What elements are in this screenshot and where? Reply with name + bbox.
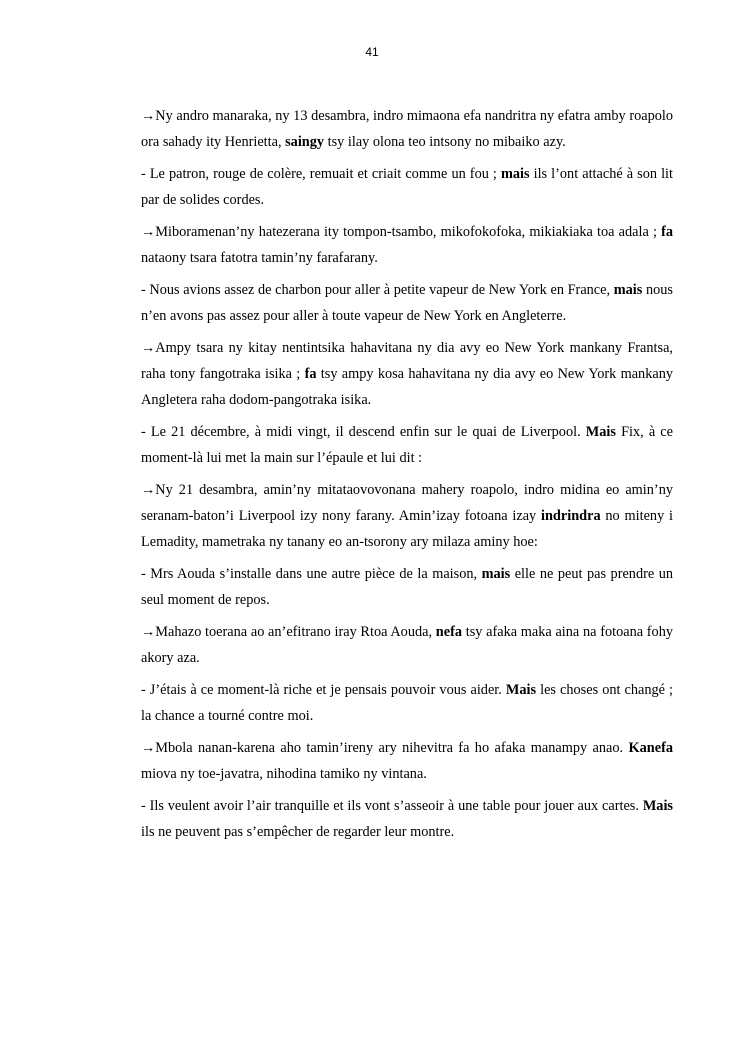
connector-word: saingy <box>285 134 325 150</box>
paragraph-text: tsy ampy kosa hahavitana ny dia avy eo New York mankany Angletera raha dodom-pangotraka isika. <box>141 366 673 408</box>
paragraph-1 <box>141 103 673 155</box>
paragraph-5 <box>141 335 673 413</box>
paragraph-text: miova ny toe-javatra, nihodina tamiko ny vintana. <box>141 766 427 782</box>
paragraph-10 <box>141 677 673 729</box>
paragraph-text: elle ne peut pas prendre un seul moment de repos. <box>141 566 674 608</box>
paragraph-text: - J’étais à ce moment-là riche et je pensais pouvoir vous aider. <box>141 682 506 698</box>
paragraph-4 <box>141 277 673 329</box>
document-body <box>141 103 673 851</box>
paragraph-text: - Le patron, rouge de colère, remuait et criait comme un fou ; <box>141 166 501 182</box>
paragraph-text: →Mahazo toerana ao an’efitrano iray Rtoa Aouda, <box>141 624 436 640</box>
paragraph-8 <box>141 561 673 613</box>
connector-word: nefa <box>435 624 462 640</box>
paragraph-text: - Ils veulent avoir l’air tranquille et ils vont s’asseoir à une table pour jouer aux cartes. <box>141 798 643 814</box>
page-number: 41 <box>365 45 379 59</box>
connector-word: indrindra <box>541 508 601 524</box>
paragraph-text: - Le 21 décembre, à midi vingt, il descend enfin sur le quai de Liverpool. <box>141 424 586 440</box>
connector-word: Mais <box>585 424 616 440</box>
paragraph-text: nataony tsara fatotra tamin’ny farafarany. <box>141 250 378 266</box>
paragraph-text: ils ne peuvent pas s’empêcher de regarder leur montre. <box>141 824 455 840</box>
connector-word: Kanefa <box>628 740 673 756</box>
paragraph-9 <box>141 619 673 671</box>
paragraph-text: →Ny andro manaraka, ny 13 desambra, indro mimaona efa nandritra ny efatra amby roapolo ora sahady ity Henrietta, <box>141 108 673 150</box>
paragraph-text: ils l’ont attaché à son lit par de solides cordes. <box>141 166 673 208</box>
paragraph-text: - Nous avions assez de charbon pour aller à petite vapeur de New York en France, <box>141 282 614 298</box>
connector-word: fa <box>304 366 317 382</box>
paragraph-11 <box>141 735 673 787</box>
paragraph-text: →Mbola nanan-karena aho tamin’ireny ary nihevitra fa ho afaka manampy anao. <box>141 740 629 756</box>
paragraph-3 <box>141 219 673 271</box>
paragraph-7 <box>141 477 673 555</box>
paragraph-text: →Ny 21 desambra, amin’ny mitataovovonana mahery roapolo, indro midina eo amin’ny seranam-baton’i Liverpool izy nony farany. Amin’izay fotoana izay <box>141 482 673 524</box>
paragraph-6 <box>141 419 673 471</box>
paragraph-text: tsy ilay olona teo intsony no mibaiko azy. <box>324 134 566 150</box>
paragraph-text: →Ampy tsara ny kitay nentintsika hahavitana ny dia avy eo New York mankany Frantsa, raha tony fangotraka isika ; <box>141 340 673 382</box>
paragraph-text: - Mrs Aouda s’installe dans une autre pièce de la maison, <box>141 566 482 582</box>
paragraph-text: nous n’en avons pas assez pour aller à toute vapeur de New York en Angleterre. <box>141 282 673 324</box>
paragraph-text: tsy afaka maka aina na fotoana fohy akory aza. <box>141 624 674 666</box>
paragraph-text: les choses ont changé ; la chance a tourné contre moi. <box>141 682 673 724</box>
connector-word: mais <box>481 566 511 582</box>
connector-word: Mais <box>642 798 673 814</box>
connector-word: mais <box>500 166 530 182</box>
paragraph-12 <box>141 793 673 845</box>
connector-word: Mais <box>505 682 537 698</box>
paragraph-text: →Miboramenan’ny hatezerana ity tompon-tsambo, mikofokofoka, mikiakiaka toa adala ; <box>141 224 662 240</box>
paragraph-text: no miteny i Lemadity, mametraka ny tanany eo an-tsorony ary milaza aminy hoe: <box>141 508 674 550</box>
paragraph-2 <box>141 161 673 213</box>
paragraph-text: Fix, à ce moment-là lui met la main sur l’épaule et lui dit : <box>141 424 673 466</box>
connector-word: fa <box>661 224 673 240</box>
connector-word: mais <box>613 282 643 298</box>
